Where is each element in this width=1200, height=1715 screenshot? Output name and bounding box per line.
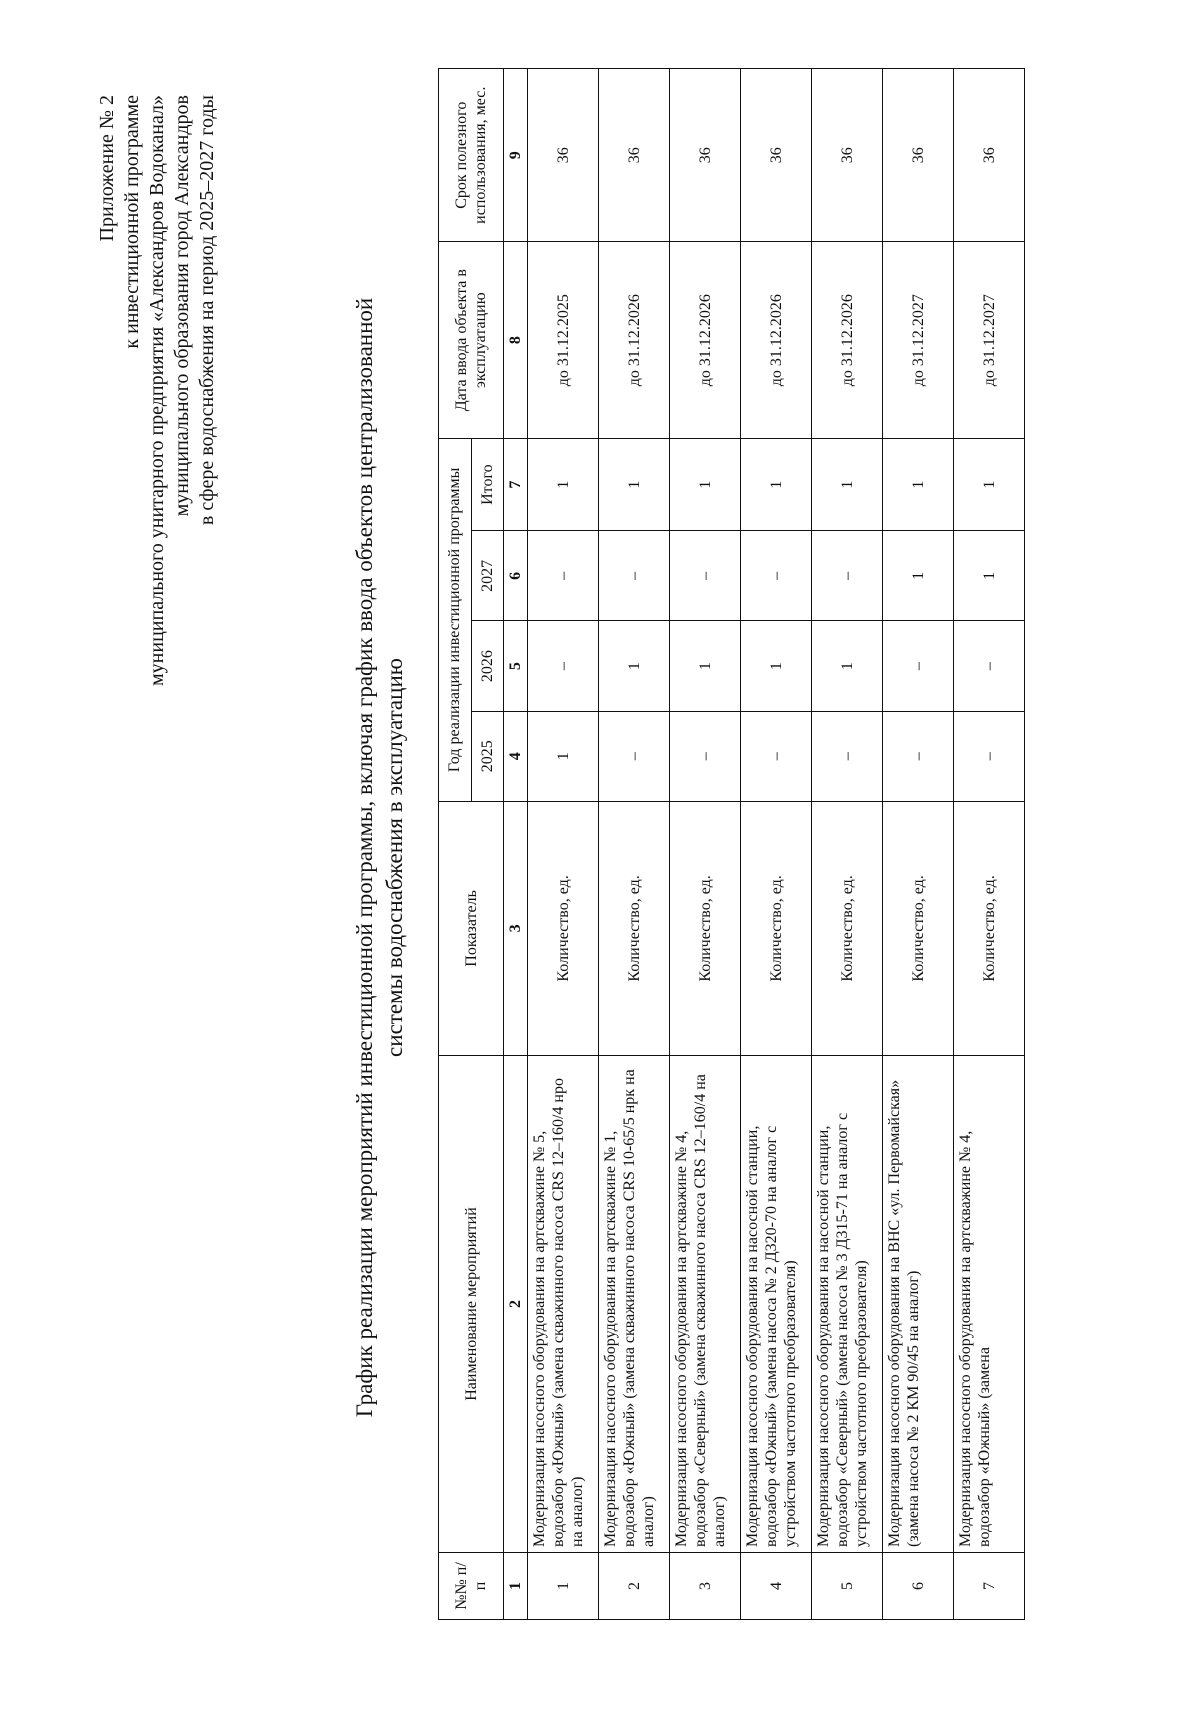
year-2025-cell: 1 <box>528 711 599 801</box>
year-2025-cell: – <box>670 711 741 801</box>
indicator-cell: Количество, ед. <box>528 801 599 1055</box>
total-cell: 1 <box>599 438 670 530</box>
year-2026-cell: 1 <box>741 621 812 711</box>
column-number-row <box>504 69 528 1620</box>
commission-date-cell: до 31.12.2027 <box>954 242 1025 438</box>
table-row <box>812 69 883 1620</box>
year-2027-cell: – <box>528 531 599 621</box>
table-row <box>599 69 670 1620</box>
appendix-header-line: Приложение № 2 <box>96 95 118 242</box>
year-2025-cell: – <box>954 711 1025 801</box>
measure-name: Модернизация насосного оборудования на артскважине № 1, водозабор «Южный» (замена скважинного насоса CRS 10-65/5 нрк на аналог) <box>599 1056 670 1553</box>
row-number: 4 <box>741 1552 812 1619</box>
row-number: 2 <box>599 1552 670 1619</box>
indicator-cell: Количество, ед. <box>670 801 741 1055</box>
document-title-line-1: График реализации мероприятий инвестиционной программы, включая график ввода объектов централизованной <box>352 297 377 1418</box>
year-2025-cell: – <box>883 711 954 801</box>
row-number: 3 <box>670 1552 741 1619</box>
column-number: 2 <box>504 1056 528 1553</box>
total-cell: 1 <box>741 438 812 530</box>
column-number: 6 <box>504 531 528 621</box>
row-number: 7 <box>954 1552 1025 1619</box>
useful-life-cell: 36 <box>954 69 1025 242</box>
year-2027-cell: 1 <box>954 531 1025 621</box>
column-number: 9 <box>504 69 528 242</box>
measure-name: Модернизация насосного оборудования на артскважине № 4, водозабор «Южный» (замена <box>954 1056 1025 1553</box>
appendix-header-line: муниципального образования город Александров <box>171 95 193 517</box>
table-row <box>954 69 1025 1620</box>
useful-life-cell: 36 <box>528 69 599 242</box>
document-title-line-2: системы водоснабжения в эксплуатацию <box>382 658 407 1057</box>
year-2027-cell: – <box>741 531 812 621</box>
column-number: 1 <box>504 1552 528 1619</box>
year-2025-cell: – <box>741 711 812 801</box>
year-2026-cell: 1 <box>670 621 741 711</box>
year-2025-cell: – <box>812 711 883 801</box>
column-number: 3 <box>504 801 528 1055</box>
column-number: 8 <box>504 242 528 438</box>
measure-name: Модернизация насосного оборудования на артскважине № 5, водозабор «Южный» (замена скважинного насоса CRS 12–160/4 нро на аналог) <box>528 1056 599 1553</box>
header-row-1 <box>439 69 472 1620</box>
year-2025-cell: – <box>599 711 670 801</box>
column-number: 7 <box>504 438 528 530</box>
header-year-group: Год реализации инвестиционной программы <box>439 438 472 801</box>
commission-date-cell: до 31.12.2026 <box>741 242 812 438</box>
appendix-header-line: к инвестиционной программе <box>121 95 143 349</box>
measure-name: Модернизация насосного оборудования на артскважине № 4, водозабор «Северный» (замена скважинного насоса CRS 12–160/4 на аналог) <box>670 1056 741 1553</box>
header-total: Итого <box>471 438 504 530</box>
year-2027-cell: 1 <box>883 531 954 621</box>
total-cell: 1 <box>812 438 883 530</box>
commission-date-cell: до 31.12.2026 <box>670 242 741 438</box>
row-number: 6 <box>883 1552 954 1619</box>
measure-name: Модернизация насосного оборудования на насосной станции, водозабор «Южный» (замена насоса № 2 Д320-70 на аналог с устройством частотного преобразователя) <box>741 1056 812 1553</box>
measure-name: Модернизация насосного оборудования на насосной станции, водозабор «Северный» (замена насоса № 3 Д315-71 на аналог с устройством частотного преобразователя) <box>812 1056 883 1553</box>
header-num: №№ п/п <box>439 1552 504 1619</box>
year-2027-cell: – <box>670 531 741 621</box>
useful-life-cell: 36 <box>670 69 741 242</box>
year-2026-cell: – <box>528 621 599 711</box>
column-number: 5 <box>504 621 528 711</box>
total-cell: 1 <box>528 438 599 530</box>
header-name: Наименование мероприятий <box>439 1056 504 1553</box>
year-2026-cell: – <box>883 621 954 711</box>
commission-date-cell: до 31.12.2025 <box>528 242 599 438</box>
header-year-2025: 2025 <box>471 711 504 801</box>
appendix-header-line: в сфере водоснабжения на период 2025–2027 годы <box>196 95 218 526</box>
column-number: 4 <box>504 711 528 801</box>
document-title <box>350 0 410 1715</box>
total-cell: 1 <box>670 438 741 530</box>
commission-date-cell: до 31.12.2027 <box>883 242 954 438</box>
useful-life-cell: 36 <box>741 69 812 242</box>
header-indicator: Показатель <box>439 801 504 1055</box>
header-year-2027: 2027 <box>471 531 504 621</box>
indicator-cell: Количество, ед. <box>954 801 1025 1055</box>
table-row <box>670 69 741 1620</box>
measure-name: Модернизация насосного оборудования на ВНС «ул. Первомайская» (замена насоса № 2 КМ 90/45 на аналог) <box>883 1056 954 1553</box>
total-cell: 1 <box>883 438 954 530</box>
useful-life-cell: 36 <box>599 69 670 242</box>
header-year-2026: 2026 <box>471 621 504 711</box>
schedule-table <box>438 68 1025 1620</box>
row-number: 5 <box>812 1552 883 1619</box>
indicator-cell: Количество, ед. <box>812 801 883 1055</box>
year-2027-cell: – <box>599 531 670 621</box>
table-row <box>883 69 954 1620</box>
year-2026-cell: – <box>954 621 1025 711</box>
year-2026-cell: 1 <box>599 621 670 711</box>
appendix-header-line: муниципального унитарного предприятия «Александров Водоканал» <box>146 95 168 686</box>
total-cell: 1 <box>954 438 1025 530</box>
indicator-cell: Количество, ед. <box>883 801 954 1055</box>
useful-life-cell: 36 <box>812 69 883 242</box>
table-row <box>741 69 812 1620</box>
row-number: 1 <box>528 1552 599 1619</box>
useful-life-cell: 36 <box>883 69 954 242</box>
commission-date-cell: до 31.12.2026 <box>812 242 883 438</box>
commission-date-cell: до 31.12.2026 <box>599 242 670 438</box>
header-useful-life: Срок полезного использования, мес. <box>439 69 504 242</box>
year-2026-cell: 1 <box>812 621 883 711</box>
table-body <box>504 69 1025 1620</box>
indicator-cell: Количество, ед. <box>741 801 812 1055</box>
header-commission-date: Дата ввода объекта в эксплуатацию <box>439 242 504 438</box>
indicator-cell: Количество, ед. <box>599 801 670 1055</box>
year-2027-cell: – <box>812 531 883 621</box>
appendix-header <box>95 95 220 686</box>
table-row <box>528 69 599 1620</box>
